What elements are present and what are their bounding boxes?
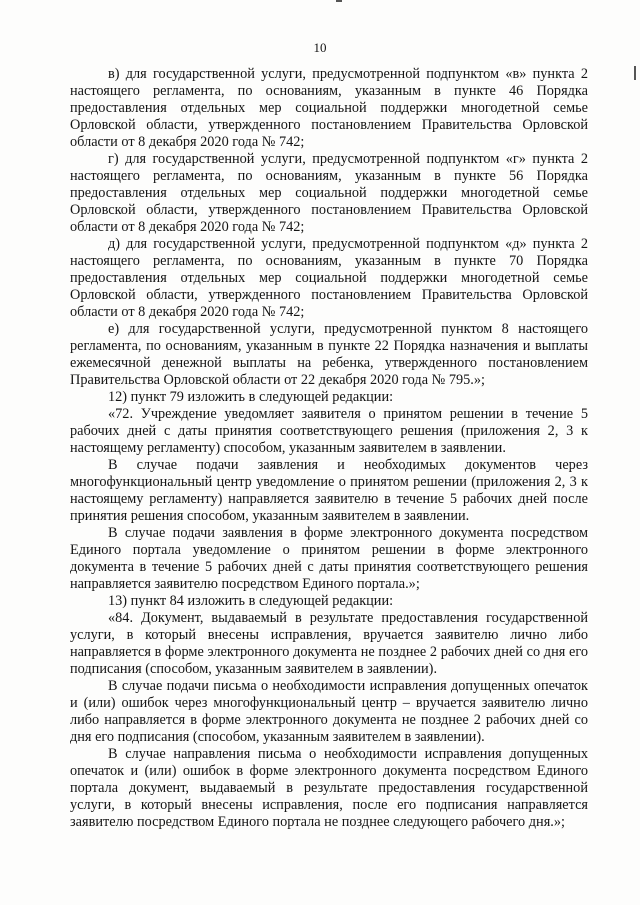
scan-mark-right [634,66,636,80]
paragraph-84-portal: В случае направления письма о необходимости исправления допущенных опечаток и (или) ошибок в форме электронного документа посредством Единого портала документ, выдаваемый в результате предоставления государственной услуги, в который внесены исправления, после его подписания направляется заявителю посредством Единого портала не позднее следующего рабочего дня.»; [70,746,588,830]
scan-mark-top [336,0,342,2]
paragraph-72: «72. Учреждение уведомляет заявителя о принятом решении в течение 5 рабочих дней с даты принятия соответствующего решения (приложения 2, 3 к настоящему регламенту) способом, указанным заявителем в заявлении. [70,406,588,456]
page-number: 10 [313,40,327,55]
paragraph-item-13: 13) пункт 84 изложить в следующей редакции: [108,593,394,609]
document-body [70,66,588,831]
paragraph-item-12: 12) пункт 79 изложить в следующей редакции: [108,389,394,405]
paragraph-84: «84. Документ, выдаваемый в результате предоставления государственной услуги, в который внесены исправления, вручается заявителю лично либо направляется в форме электронного документа не позднее 2 рабочих дней со дня его подписания (способом, указанным заявителем в заявлении). [70,610,588,677]
paragraph-84-mfc: В случае подачи письма о необходимости исправления допущенных опечаток и (или) ошибок через многофункциональный центр – вручается заявителю лично либо направляется в форме электронного документа не позднее 2 рабочих дней со дня его подписания (способом, указанным заявителем в заявлении). [70,678,588,745]
paragraph-e: е) для государственной услуги, предусмотренной пунктом 8 настоящего регламента, по основаниям, указанным в пункте 22 Порядка назначения и выплаты ежемесячной денежной выплаты на ребенка, утвержденного постановлением Правительства Орловской области от 22 декабря 2020 года № 795.»; [70,321,588,388]
paragraph-72-mfc: В случае подачи заявления и необходимых документов через многофункциональный центр уведомление о принятом решении (приложения 2, 3 к настоящему регламенту) направляется заявителю в течение 5 рабочих дней после принятия решения способом, указанным заявителем в заявлении. [70,457,588,524]
paragraph-v: в) для государственной услуги, предусмотренной подпунктом «в» пункта 2 настоящего регламента, по основаниям, указанным в пункте 46 Порядка предоставления отдельных мер социальной поддержки многодетной семье Орловской области, утвержденного постановлением Правительства Орловской области от 8 декабря 2020 года № 742; [70,66,588,150]
paragraph-g: г) для государственной услуги, предусмотренной подпунктом «г» пункта 2 настоящего регламента, по основаниям, указанным в пункте 56 Порядка предоставления отдельных мер социальной поддержки многодетной семье Орловской области, утвержденного постановлением Правительства Орловской области от 8 декабря 2020 года № 742; [70,151,588,235]
paragraph-d: д) для государственной услуги, предусмотренной подпунктом «д» пункта 2 настоящего регламента, по основаниям, указанным в пункте 70 Порядка предоставления отдельных мер социальной поддержки многодетной семье Орловской области, утвержденного постановлением Правительства Орловской области от 8 декабря 2020 года № 742; [70,236,588,320]
paragraph-72-portal: В случае подачи заявления в форме электронного документа посредством Единого портала уведомление о принятом решении в форме электронного документа в течение 5 рабочих дней с даты принятия соответствующего решения направляется заявителю посредством Единого портала.»; [70,525,588,592]
